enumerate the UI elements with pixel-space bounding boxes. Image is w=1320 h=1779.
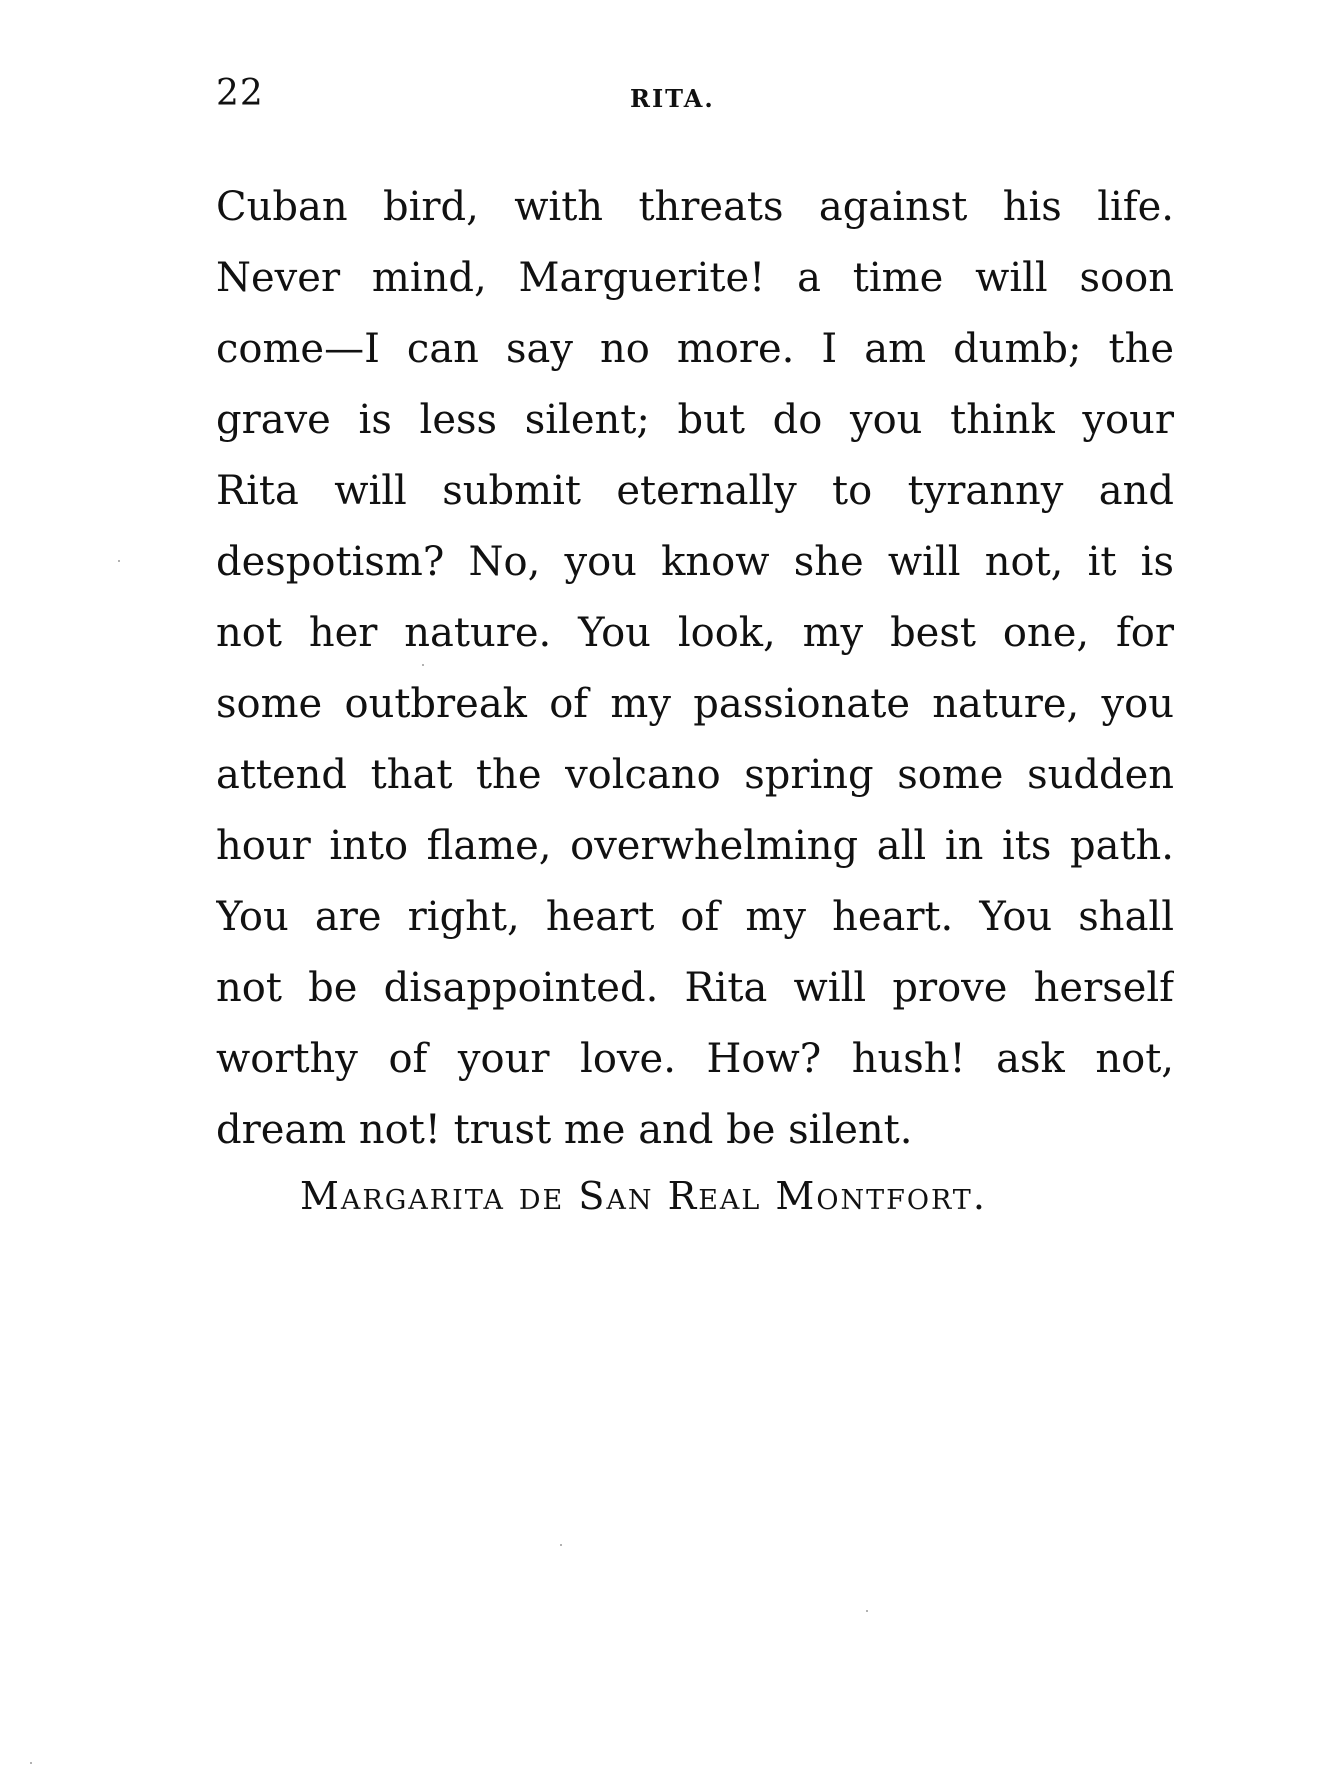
- body-text: [216, 172, 1174, 1166]
- scan-speck: [866, 1610, 868, 1612]
- text-line: attend that the volcano spring some sudden: [216, 752, 1174, 798]
- text-line: Rita will submit eternally to tyranny and: [216, 468, 1174, 514]
- text-line: come—I can say no more. I am dumb; the: [216, 326, 1174, 372]
- page-number: 22: [216, 73, 264, 114]
- text-line: dream not! trust me and be silent.: [216, 1107, 913, 1153]
- text-line: some outbreak of my passionate nature, you: [216, 681, 1174, 727]
- text-line: hour into flame, overwhelming all in its path.: [216, 823, 1174, 869]
- scan-speck: [422, 664, 424, 666]
- text-line: You are right, heart of my heart. You shall: [216, 894, 1174, 940]
- scan-speck: [560, 1544, 562, 1546]
- scan-speck: [118, 560, 120, 562]
- text-line: grave is less silent; but do you think your: [216, 397, 1174, 443]
- text-line: not her nature. You look, my best one, for: [216, 610, 1174, 656]
- text-line: despotism? No, you know she will not, it is: [216, 539, 1174, 585]
- text-line: Cuban bird, with threats against his life.: [216, 184, 1174, 230]
- text-line: Never mind, Marguerite! a time will soon: [216, 255, 1174, 301]
- text-line: worthy of your love. How? hush! ask not,: [216, 1036, 1174, 1082]
- scan-speck: [30, 1762, 32, 1764]
- signature: Margarita de San Real Montfort.: [300, 1174, 987, 1218]
- text-line: not be disappointed. Rita will prove herself: [216, 965, 1174, 1011]
- running-head: RITA.: [630, 84, 715, 113]
